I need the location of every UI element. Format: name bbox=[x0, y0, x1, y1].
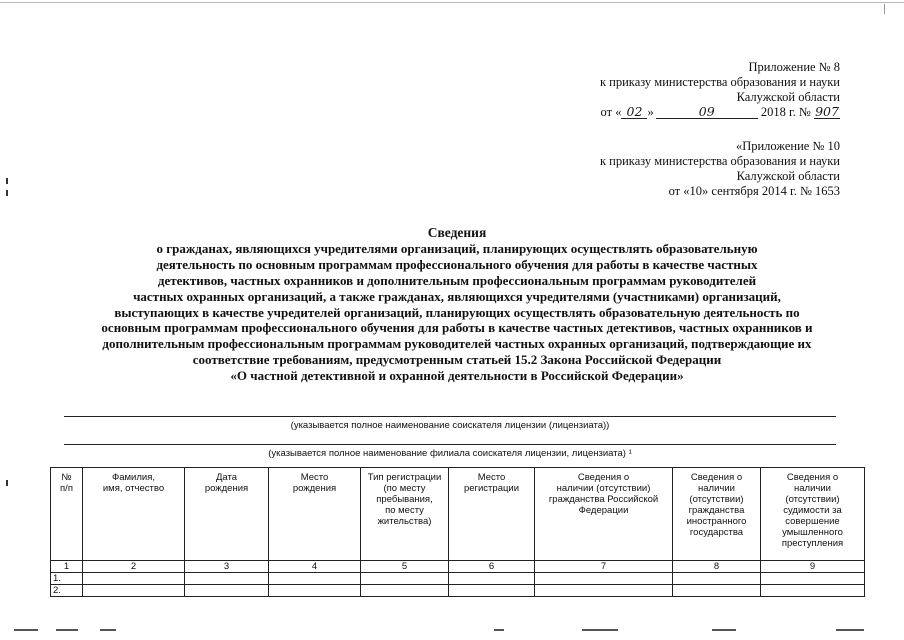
title-line: выступающих в качестве учредителей организаций, планирующих осуществлять образовательную деятельность по bbox=[114, 304, 800, 320]
scan-corner-mark bbox=[884, 4, 885, 14]
row-index: 1. bbox=[51, 573, 83, 585]
table-row bbox=[51, 573, 865, 585]
table-cell bbox=[185, 585, 269, 597]
scan-bottom-mark bbox=[712, 629, 736, 631]
table-cell bbox=[83, 573, 185, 585]
table-cell bbox=[761, 585, 865, 597]
column-number: 1 bbox=[51, 561, 83, 573]
appendix-number: Приложение № 8 bbox=[748, 60, 840, 74]
table-cell bbox=[269, 585, 361, 597]
header-cell: Тип регистрации (по месту пребывания, по месту жительства) bbox=[361, 468, 449, 561]
column-number-row bbox=[51, 561, 865, 573]
column-number: 3 bbox=[185, 561, 269, 573]
header-cell: Место регистрации bbox=[449, 468, 535, 561]
appendix-current-header bbox=[420, 60, 840, 120]
header-cell: Сведения о наличии (отсутствии) гражданства Российской Федерации bbox=[535, 468, 673, 561]
table-cell bbox=[83, 585, 185, 597]
handwritten-order-number: 907 bbox=[815, 104, 839, 119]
appendix-date-line bbox=[420, 105, 840, 120]
scan-top-edge bbox=[0, 2, 904, 3]
original-region: Калужской области bbox=[736, 169, 840, 183]
header-cell: Дата рождения bbox=[185, 468, 269, 561]
table-cell bbox=[269, 573, 361, 585]
founders-table bbox=[50, 467, 865, 597]
scan-bottom-mark bbox=[56, 629, 78, 631]
header-cell: Фамилия, имя, отчество bbox=[83, 468, 185, 561]
scan-bottom-mark bbox=[100, 629, 116, 631]
title-line: о гражданах, являющихся учредителями организаций, планирующих осуществлять образовательную bbox=[156, 240, 758, 256]
title-line: соответствие требованиям, предусмотренным статьей 15.2 Закона Российской Федерации bbox=[192, 352, 722, 368]
header-cell: Место рождения bbox=[269, 468, 361, 561]
appendix-original-header bbox=[420, 139, 840, 199]
table-cell bbox=[361, 585, 449, 597]
branch-name-line bbox=[64, 444, 836, 445]
applicant-name-caption: (указывается полное наименование соискателя лицензии (лицензиата)) bbox=[290, 420, 610, 431]
applicant-name-line bbox=[64, 416, 836, 417]
header-cell: Сведения о наличии (отсутствии) гражданства иностранного государства bbox=[673, 468, 761, 561]
table-cell bbox=[535, 585, 673, 597]
column-number: 8 bbox=[673, 561, 761, 573]
date-close-quote: » bbox=[647, 105, 654, 119]
date-prefix: от « bbox=[600, 105, 622, 119]
appendix-region: Калужской области bbox=[736, 90, 840, 104]
handwritten-day: 02 bbox=[621, 105, 647, 119]
row-index: 2. bbox=[51, 585, 83, 597]
table-cell bbox=[185, 573, 269, 585]
table-cell bbox=[449, 573, 535, 585]
table-cell bbox=[535, 573, 673, 585]
column-number: 7 bbox=[535, 561, 673, 573]
title-line: основным программам профессионального обучения для работы в качестве частных детективов, частных охранников и bbox=[101, 320, 813, 336]
scan-margin-mark bbox=[6, 480, 8, 486]
column-number: 2 bbox=[83, 561, 185, 573]
table-header-row bbox=[51, 468, 865, 561]
title-line: «О частной детективной и охранной деятельности в Российской Федерации» bbox=[230, 368, 684, 384]
original-appendix-number: «Приложение № 10 bbox=[735, 139, 840, 153]
title-line: частных охранных организаций, а также гражданах, являющихся учредителями (участниками) организаций, bbox=[133, 288, 781, 304]
original-order-ref: к приказу министерства образования и науки bbox=[599, 154, 840, 168]
header-cell: Сведения о наличии (отсутствии) судимости за совершение умышленного преступления bbox=[761, 468, 865, 561]
table-cell bbox=[361, 573, 449, 585]
header-cell: № п/п bbox=[51, 468, 83, 561]
title-heading: Сведения bbox=[427, 225, 487, 240]
table-cell bbox=[673, 585, 761, 597]
scan-bottom-mark bbox=[582, 629, 618, 631]
handwritten-month: 09 bbox=[656, 105, 758, 119]
column-number: 4 bbox=[269, 561, 361, 573]
scan-margin-mark bbox=[6, 178, 8, 184]
title-line: дополнительным профессиональным программам руководителей частных охранных организаций, подтверждающие их bbox=[102, 336, 812, 352]
scan-bottom-mark bbox=[14, 629, 38, 631]
table-cell bbox=[449, 585, 535, 597]
table-row bbox=[51, 585, 865, 597]
title-line: детективов, частных охранников и дополнительным профессиональным программам руководителей bbox=[157, 272, 757, 288]
branch-name-caption: (указывается полное наименование филиала соискателя лицензии, лицензиата) ¹ bbox=[268, 448, 632, 459]
original-date: от «10» сентября 2014 г. № 1653 bbox=[668, 184, 840, 198]
date-year: 2018 г. № bbox=[760, 105, 811, 119]
column-number: 9 bbox=[761, 561, 865, 573]
column-number: 5 bbox=[361, 561, 449, 573]
scan-bottom-mark bbox=[494, 629, 504, 631]
table-cell bbox=[673, 573, 761, 585]
document-title bbox=[50, 225, 864, 384]
scan-bottom-mark bbox=[836, 629, 864, 631]
scan-margin-mark bbox=[6, 190, 8, 196]
title-line: деятельность по основным программам профессионального обучения для работы в качестве частных bbox=[156, 256, 758, 272]
appendix-order-ref: к приказу министерства образования и науки bbox=[599, 75, 840, 89]
table-cell bbox=[761, 573, 865, 585]
column-number: 6 bbox=[449, 561, 535, 573]
